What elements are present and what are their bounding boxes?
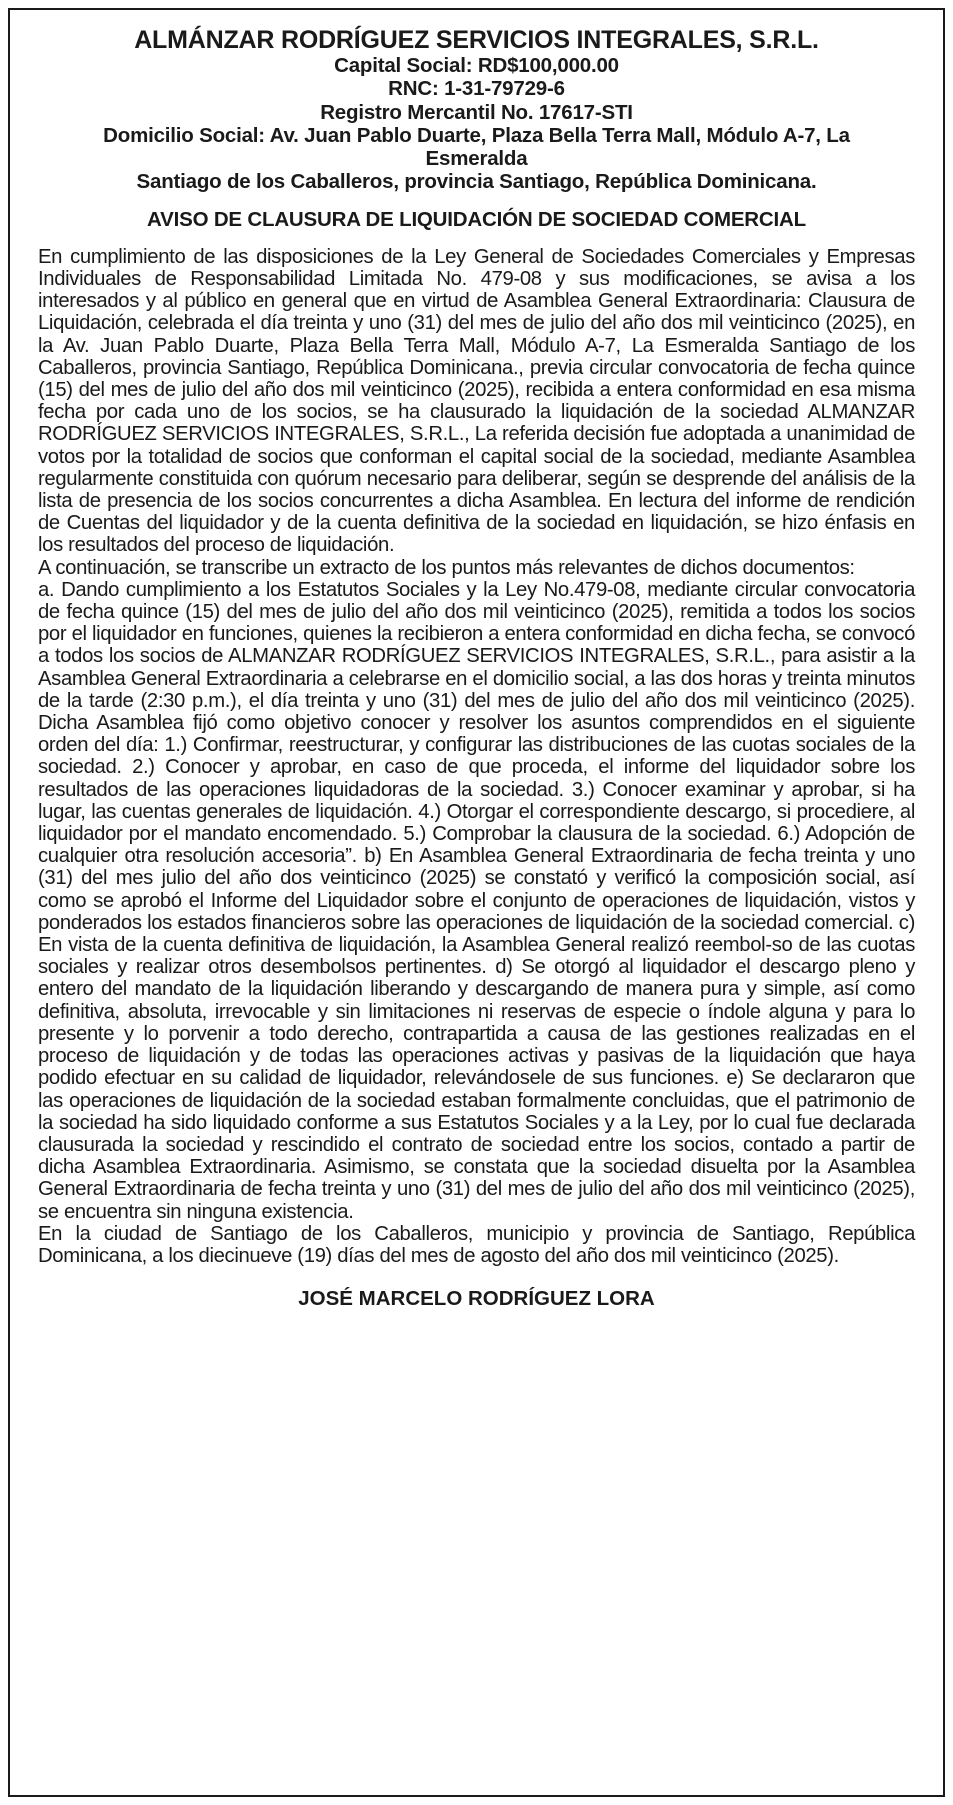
city-location: Santiago de los Caballeros, provincia Santiago, República Dominicana.: [136, 170, 817, 194]
paragraph-intro: En cumplimiento de las disposiciones de la Ley General de Sociedades Comerciales y Empresas Individuales de Responsabilidad Limitada No. 479-08 y sus modificaciones, se avisa a los interesados y al público en general que en virtud de Asamblea General Extraordinaria: Clausura de Liquidación, celebrada el día treinta y uno (31) del mes de julio del año dos mil veinticinco (2025), en la Av. Juan Pablo Duarte, Plaza Bella Terra Mall, Módulo A-7, La Esmeralda Santiago de los Caballeros, provincia Santiago, República Dominicana., previa circular convocatoria de fecha quince (15) del mes de julio del año dos mil veinticinco (2025), recibida a entera conformidad en esa misma fecha por cada uno de los socios, se ha clausurado la liquidación de la sociedad ALMANZAR RODRÍGUEZ SERVICIOS INTEGRALES, S.R.L., La referida decisión fue adoptada a unanimidad de votos por la totalidad de socios que conforman el capital social de la sociedad, mediante Asamblea regularmente constituida con quórum necesario para deliberar, según se desprende del análisis de la lista de presencia de los socios concurrentes a dicha Asamblea. En lectura del informe de rendición de Cuentas del liquidador y de la cuenta definitiva de la sociedad en liquidación, se hizo énfasis en los resultados del proceso de liquidación.: [38, 245, 915, 557]
legal-notice: [8, 8, 945, 1797]
registro-mercantil: Registro Mercantil No. 17617-STI: [320, 100, 633, 124]
rnc-number: RNC: 1-31-79729-6: [388, 77, 565, 101]
domicilio-social: Domicilio Social: Av. Juan Pablo Duarte, Plaza Bella Terra Mall, Módulo A-7, La Esmeralda: [103, 123, 850, 171]
notice-body: [38, 246, 915, 1267]
company-name: ALMÁNZAR RODRÍGUEZ SERVICIOS INTEGRALES, S.R.L.: [134, 26, 819, 54]
paragraph-extract-points: a. Dando cumplimiento a los Estatutos Sociales y la Ley No.479-08, mediante circular convocatoria de fecha quince (15) del mes de julio del año dos mil veinticinco (2025), remitida a todos los socios por el liquidador en funciones, quienes la recibieron a entera conformidad en dicha fecha, se convocó a todos los socios de ALMANZAR RODRÍGUEZ SERVICIOS INTEGRALES, S.R.L., para asistir a la Asamblea General Extraordinaria a celebrarse en el domicilio social, a las dos horas y treinta minutos de la tarde (2:30 p.m.), el día treinta y uno (31) del mes de julio del año dos mil veinticinco (2025). Dicha Asamblea fijó como objetivo conocer y resolver los asuntos comprendidos en el siguiente orden del día: 1.) Confirmar, reestructurar, y configurar las distribuciones de las cuotas sociales de la sociedad. 2.) Conocer y aprobar, en caso de que proceda, el informe del liquidador sobre los resultados de las operaciones liquidadoras de la sociedad. 3.) Conocer examinar y aprobar, si ha lugar, las cuentas generales de liquidación. 4.) Otorgar el correspondiente descargo, si procediere, al liquidador por el mandato encomendado. 5.) Comprobar la clausura de la sociedad. 6.) Adopción de cualquier otra resolución accesoria”. b) En Asamblea General Extraordinaria de fecha treinta y uno (31) del mes julio del año dos veinticinco (2025) se constató y verificó la composición social, así como se aprobó el Informe del Liquidador sobre el conjunto de operaciones de liquidación, vistos y ponderados los estados financieros sobre las operaciones de liquidación de la sociedad comercial. c) En vista de la cuenta definitiva de liquidación, la Asamblea General realizó reembol-so de las cuotas sociales y realizar otros desembolsos pertinentes. d) Se otorgó al liquidador el descargo pleno y entero del mandato de la liquidación liberando y descargando de manera pura y simple, así como definitiva, absoluta, irrevocable y sin limitaciones ni reservas de especie o índole alguna y para lo presente y lo porvenir a todo derecho, contrapartida a causa de las gestiones realizadas en el proceso de liquidación y de todas las operaciones activas y pasivas de la liquidación que haya podido efectuar en su calidad de liquidador, relevándosele de sus funciones. e) Se declararon que las operaciones de liquidación de la sociedad estaban formalmente concluidas, que el patrimonio de la sociedad ha sido liquidado conforme a sus Estatutos Sociales y a la Ley, por lo cual fue declarada clausurada la sociedad y rescindido el contrato de sociedad entre los socios, contado a partir de dicha Asamblea Extraordinaria. Asimismo, se constata que la sociedad disuelta por la Asamblea General Extraordinaria de fecha treinta y uno (31) del mes de julio del año dos mil veinticinco (2025), se encuentra sin ninguna existencia.: [38, 578, 915, 1223]
company-header: [38, 26, 915, 194]
capital-social: Capital Social: RD$100,000.00: [334, 54, 619, 77]
signature-name: JOSÉ MARCELO RODRÍGUEZ LORA: [298, 1287, 655, 1311]
notice-title: AVISO DE CLAUSURA DE LIQUIDACIÓN DE SOCIEDAD COMERCIAL: [147, 207, 806, 231]
paragraph-closing: En la ciudad de Santiago de los Caballeros, municipio y provincia de Santiago, República Dominicana, a los diecinueve (19) días del mes de agosto del año dos mil veinticinco (2025).: [38, 1222, 915, 1267]
paragraph-extract-intro: A continuación, se transcribe un extracto de los puntos más relevantes de dichos documentos:: [38, 556, 855, 579]
